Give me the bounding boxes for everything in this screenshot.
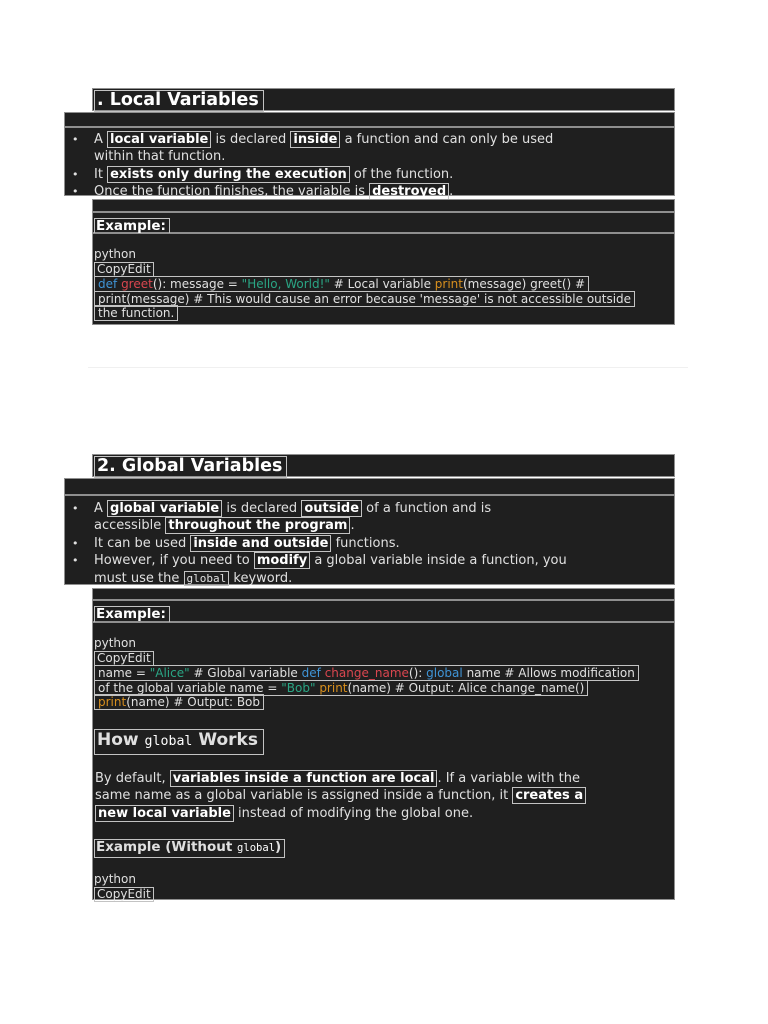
list-item: • A global variable is declared outside of a function and is accessible throughout the program . bbox=[72, 500, 492, 533]
example-heading: Example: bbox=[94, 606, 170, 624]
page-divider bbox=[88, 367, 688, 368]
example-heading: Example: bbox=[94, 218, 170, 236]
copy-edit-button[interactable]: CopyEdit bbox=[94, 887, 154, 902]
section-global-title: 2. Global Variables bbox=[94, 456, 287, 478]
section-local-heading-row bbox=[92, 88, 675, 111]
bullet-icon: • bbox=[72, 185, 79, 198]
code-language-label: python bbox=[94, 636, 136, 650]
bullet-icon: • bbox=[72, 167, 79, 181]
example-without-global-heading-row bbox=[94, 839, 672, 858]
bullet-icon: • bbox=[72, 132, 79, 146]
bullet-icon: • bbox=[72, 536, 79, 550]
code-content: name = "Alice" # Global variable def change_name(): global name # Allows modification of the global variable name = "Bob" print(name) # Output: Alice change_name() print(name) # Output: Bob bbox=[94, 666, 672, 710]
list-item: • Once the function finishes, the variable is destroyed . bbox=[72, 184, 454, 199]
bullet-list bbox=[65, 128, 674, 201]
copy-edit-button[interactable]: CopyEdit bbox=[94, 262, 154, 277]
how-global-works-heading: How global Works bbox=[94, 729, 264, 755]
list-item: • It exists only during the execution of the function. bbox=[72, 166, 454, 182]
bullet-icon: • bbox=[72, 501, 79, 515]
code-content: def greet(): message = "Hello, World!" # Local variable print(message) greet() # print(message) # This would cause an error because 'message' is not accessible outside the function. bbox=[94, 277, 672, 321]
code-language-label: python bbox=[94, 872, 136, 886]
example-without-global-heading: Example (Without global) bbox=[94, 839, 285, 858]
section-global-heading-row bbox=[92, 454, 675, 477]
code-block bbox=[92, 233, 675, 325]
section-local-title: . Local Variables bbox=[94, 90, 264, 112]
list-item: • However, if you need to modify a global variable inside a function, you must use the global keyword. bbox=[72, 553, 567, 586]
section-local-spacer-strip2 bbox=[92, 199, 675, 212]
section-local-spacer-strip bbox=[64, 112, 675, 127]
copy-edit-button[interactable]: CopyEdit bbox=[94, 651, 154, 666]
bullet-list bbox=[65, 496, 674, 588]
example-heading-row bbox=[92, 600, 675, 622]
list-item: • It can be used inside and outside functions. bbox=[72, 535, 400, 551]
section-local-bullet-block bbox=[64, 127, 675, 199]
list-item: • A local variable is declared inside a function and can only be used within that function. bbox=[72, 131, 554, 164]
section-global-content-block bbox=[92, 622, 675, 900]
explanation-paragraph: By default, variables inside a function are local . If a variable with the same name as a global variable is assigned inside a function, it creates a new local variable instead of modifying the global one. bbox=[94, 770, 672, 823]
how-global-works-heading-row bbox=[94, 729, 672, 755]
section-global-spacer-strip bbox=[64, 478, 675, 495]
code-language-label: python bbox=[94, 247, 136, 261]
example-heading-row bbox=[92, 212, 675, 234]
section-global-bullet-block bbox=[64, 495, 675, 586]
bullet-icon: • bbox=[72, 554, 79, 567]
section-global-spacer-strip2 bbox=[92, 588, 675, 601]
